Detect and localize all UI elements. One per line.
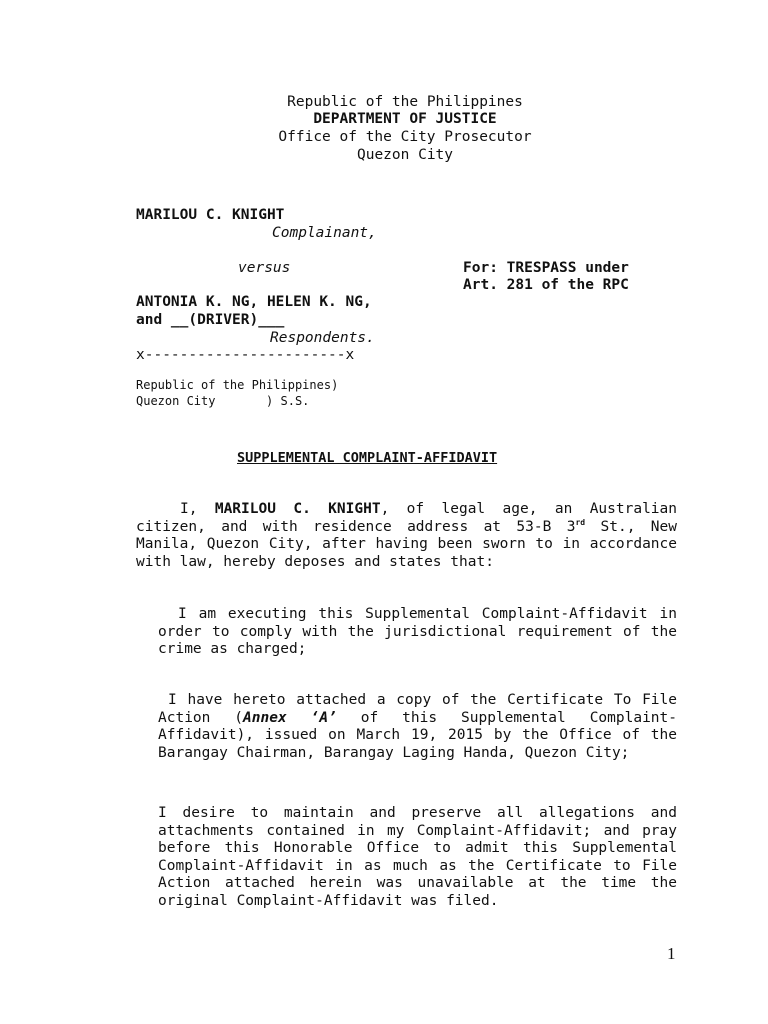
respondents-line-2: and __(DRIVER)___ xyxy=(136,312,285,328)
header-office: Office of the City Prosecutor xyxy=(278,129,532,145)
header-city: Quezon City xyxy=(356,147,454,163)
affiant-name: MARILOU C. KNIGHT xyxy=(214,501,381,517)
paragraph-2-text-a: I have hereto attached a copy of the Certificate To File Action ( xyxy=(158,692,677,726)
document-title: SUPPLEMENTAL COMPLAINT-AFFIDAVIT xyxy=(237,450,498,466)
intro-prefix: I, xyxy=(180,501,215,517)
paragraph-3: I desire to maintain and preserve all allegations and attachments contained in my Complaint-Affidavit; and pray before this Honorable Office to admit this Supplemental Complaint-Affidavit in as much as the Certificate to File Action attached herein was unavailable at the time the original Complaint-Affidavit was filed. xyxy=(158,805,677,909)
paragraph-2-text-b: of this Supplemental Complaint-Affidavit), issued on March 19, 2015 by the Office of the Barangay Chairman, Barangay Laging Handa, Quezon City; xyxy=(158,709,677,761)
venue-line-1: Republic of the Philippines) xyxy=(136,378,339,392)
complainant-name: MARILOU C. KNIGHT xyxy=(136,207,285,223)
intro-paragraph xyxy=(136,501,677,571)
caption-separator: x-----------------------x xyxy=(136,347,355,363)
page-number: 1 xyxy=(667,944,676,963)
header-department: DEPARTMENT OF JUSTICE xyxy=(313,111,497,127)
complainant-role: Complainant, xyxy=(272,225,377,241)
respondents-role: Respondents. xyxy=(270,330,375,346)
venue-line-2: Quezon City ) S.S. xyxy=(136,394,310,408)
paragraph-2 xyxy=(158,692,677,762)
charge-line-1: For: TRESPASS under xyxy=(463,260,629,276)
versus-label: versus xyxy=(238,260,291,276)
charge-line-2: Art. 281 of the RPC xyxy=(463,277,629,293)
header-republic: Republic of the Philippines xyxy=(287,94,523,110)
intro-text-b: St., New Manila, Quezon City, after having been sworn to in accordance with law, hereby deposes and states that: xyxy=(136,518,677,570)
paragraph-1: I am executing this Supplemental Complaint-Affidavit in order to comply with the jurisdictional requirement of the crime as charged; xyxy=(158,606,677,657)
annex-reference: Annex ‘A’ xyxy=(243,709,337,726)
respondents-line-1: ANTONIA K. NG, HELEN K. NG, xyxy=(136,294,372,310)
intro-text-a: , of legal age, an Australian citizen, and with residence address at 53-B 3 xyxy=(136,501,677,535)
ordinal-suffix: rd xyxy=(575,517,586,527)
